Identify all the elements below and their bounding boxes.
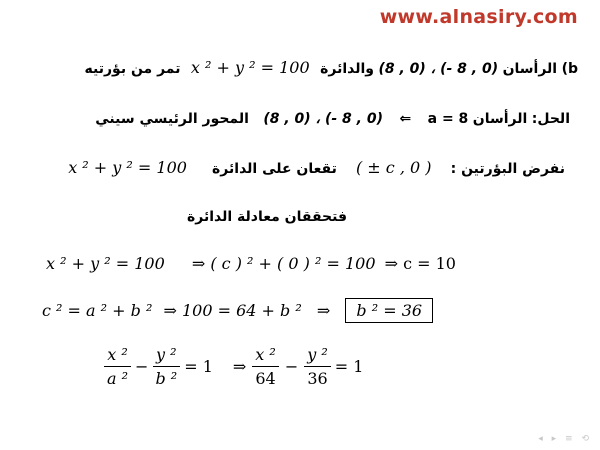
solution-label: الحل:: [531, 111, 570, 127]
eq2-arrow: ⇒: [316, 301, 331, 320]
minus-sign: −: [284, 357, 299, 376]
site-url: www.alnasiry.com: [379, 6, 578, 28]
equals-one: = 1: [184, 357, 213, 376]
minus-sign: −: [135, 357, 149, 376]
passes-label: تمر من بؤرتيه: [84, 61, 181, 77]
vertices-label: الرأسان: [502, 61, 558, 77]
fraction-y-b: [152, 345, 180, 388]
solution-vertices-label: الرأسان: [472, 111, 528, 127]
implies-arrow: ⇒: [232, 357, 247, 376]
problem-marker: b): [561, 61, 578, 77]
equation-2: [42, 301, 433, 320]
circle-label: والدائرة: [320, 61, 374, 77]
equation-1: [46, 254, 456, 273]
eq2-left: c ² = a ² + b ²: [42, 301, 153, 320]
equals-one: = 1: [334, 357, 364, 376]
boxed-result: b ² = 36: [345, 298, 433, 323]
fraction-denominator: b ²: [155, 369, 178, 388]
slide-nav-controls[interactable]: ◂ ▸ ≡ ⟲: [538, 434, 592, 444]
solution-vertices: (8 , 0) ، (- 8 , 0): [263, 111, 383, 127]
assume-label: نفرض البؤرتين :: [450, 161, 565, 177]
equation-3: [104, 345, 363, 388]
eq1-left: x ² + y ² = 100: [46, 254, 165, 273]
fraction-denominator: 36: [307, 369, 328, 388]
problem-line: [85, 58, 578, 77]
fraction-denominator: 64: [255, 369, 276, 388]
solution-arrow: ⇐: [399, 111, 412, 127]
fraction-numerator: y ²: [153, 345, 180, 367]
assume-circle-equation: x ² + y ² = 100: [68, 158, 187, 177]
vertices-coords: (8 , 0) ، (- 8 , 0): [378, 61, 499, 77]
fraction-x-a: [104, 345, 131, 388]
fraction-denominator: a ²: [107, 369, 129, 388]
on-circle-label: تقعان على الدائرة: [212, 161, 337, 177]
a-value: a = 8: [427, 111, 469, 127]
fraction-numerator: x ²: [104, 345, 131, 367]
axis-label: المحور الرئيسي سيني: [95, 111, 249, 127]
foci-coords: ( ± c , 0 ): [355, 158, 432, 177]
circle-equation: x ² + y ² = 100: [190, 58, 310, 77]
eq1-right: ⇒ c = 10: [384, 254, 456, 273]
fraction-y-36: [304, 345, 331, 388]
eq1-mid: ⇒ ( c ) ² + ( 0 ) ² = 100: [191, 254, 376, 273]
assume-line: [68, 158, 565, 177]
eq2-mid: ⇒ 100 = 64 + b ²: [163, 301, 302, 320]
verify-line: فتحققان معادلة الدائرة: [187, 209, 348, 225]
fraction-x-64: [252, 345, 279, 388]
solution-line: [95, 111, 570, 127]
fraction-numerator: x ²: [252, 345, 279, 367]
fraction-numerator: y ²: [304, 345, 331, 367]
